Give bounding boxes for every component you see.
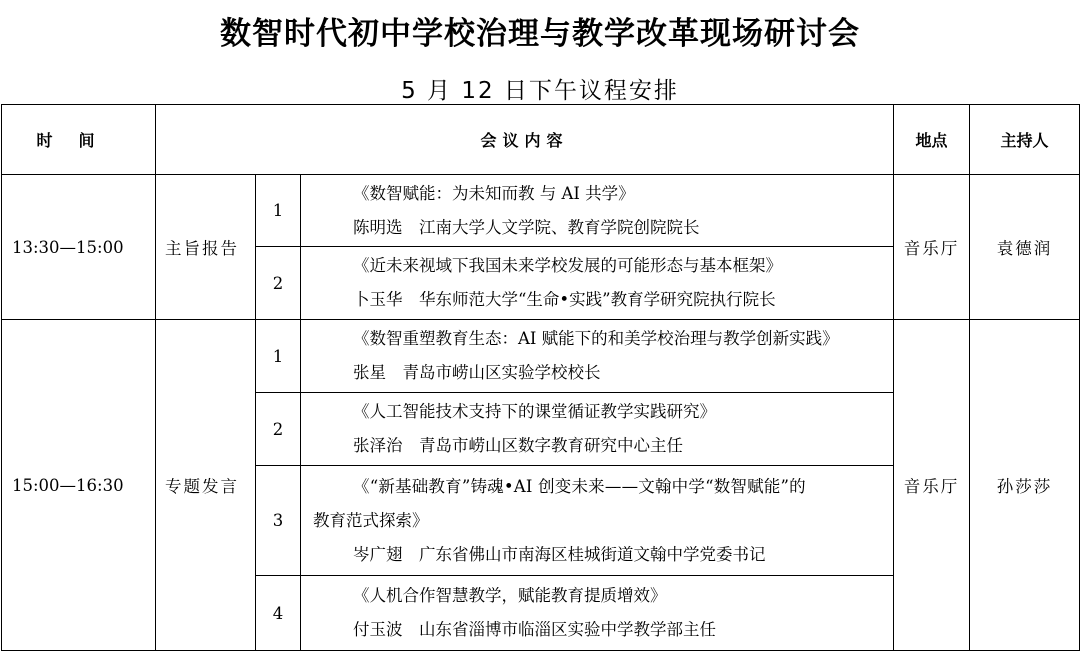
talk-title: 《“新基础教育”铸魂•AI 创变未来——文翰中学“数智赋能”的: [353, 476, 806, 496]
session-name: 专题发言: [156, 320, 256, 651]
talk-speaker: 卜玉华 华东师范大学“生命•实践”教育学研究院执行院长: [353, 290, 776, 309]
header-content: 会议内容: [156, 105, 894, 175]
header-host: 主持人: [970, 105, 1080, 175]
session-venue: 音乐厅: [894, 175, 970, 320]
agenda-table: [1, 104, 1080, 651]
talk-speaker: 陈明选 江南大学人文学院、教育学院创院院长: [353, 217, 700, 237]
talk-cell: [301, 175, 894, 247]
header-time: 时间: [2, 105, 156, 175]
talk-title: 《近未来视域下我国未来学校发展的可能形态与基本框架》: [353, 256, 782, 275]
session-host: 袁德润: [970, 175, 1080, 320]
session-time: 13:30—15:00: [2, 175, 156, 320]
table-row: [2, 175, 1080, 247]
talk-cell: [301, 247, 894, 320]
talk-cell: [301, 320, 894, 393]
talk-number: 3: [256, 466, 301, 576]
talk-title: 《数智重塑教育生态：AI 赋能下的和美学校治理与教学创新实践》: [353, 329, 839, 348]
talk-title: 《数智赋能：为未知而教 与 AI 共学》: [353, 183, 635, 203]
talk-speaker: 张泽治 青岛市崂山区数字教育研究中心主任: [353, 436, 683, 455]
page-subtitle: 5 月 12 日下午议程安排: [401, 78, 679, 104]
talk-number: 2: [256, 247, 301, 320]
session-time: 15:00—16:30: [2, 320, 156, 651]
header-row: [2, 105, 1080, 175]
talk-cell: [301, 393, 894, 466]
session-venue: 音乐厅: [894, 320, 970, 651]
talk-speaker: 张星 青岛市崂山区实验学校校长: [353, 363, 601, 382]
talk-speaker: 付玉波 山东省淄博市临淄区实验中学教学部主任: [353, 620, 716, 639]
talk-cell: [301, 576, 894, 651]
talk-cell: [301, 466, 894, 576]
talk-speaker: 岑广翅 广东省佛山市南海区桂城街道文翰中学党委书记: [353, 544, 766, 564]
page-title: 数智时代初中学校治理与教学改革现场研讨会: [220, 16, 860, 52]
session-host: 孙莎莎: [970, 320, 1080, 651]
talk-title: 《人工智能技术支持下的课堂循证教学实践研究》: [353, 402, 716, 421]
talk-title: 《人机合作智慧教学，赋能教育提质增效》: [353, 586, 667, 605]
talk-title-continued: 教育范式探索》: [313, 510, 429, 530]
header-venue: 地点: [894, 105, 970, 175]
talk-number: 1: [256, 175, 301, 247]
session-name: 主旨报告: [156, 175, 256, 320]
talk-number: 1: [256, 320, 301, 393]
talk-number: 4: [256, 576, 301, 651]
talk-number: 2: [256, 393, 301, 466]
table-row: [2, 320, 1080, 393]
